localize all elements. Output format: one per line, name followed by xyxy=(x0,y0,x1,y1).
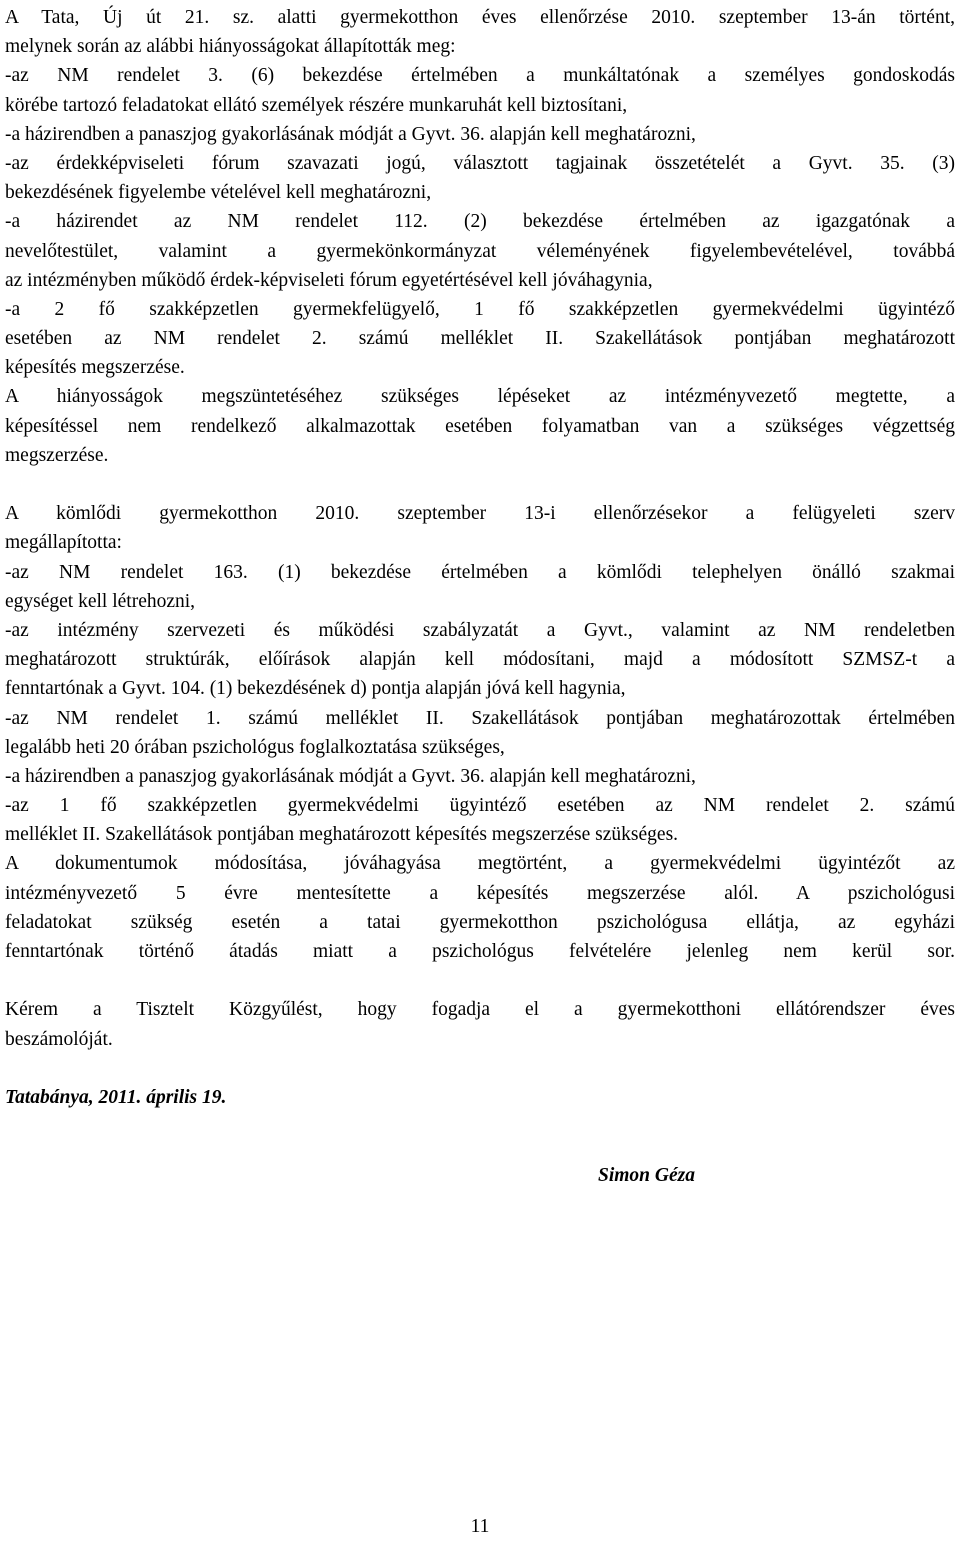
paragraph-komlod-inspection xyxy=(5,499,955,849)
text-line: fenntartónak történő átadás miatt a pszichológus felvételére jelenleg nem kerül sor. xyxy=(5,941,955,962)
text-line: -a házirendben a panaszjog gyakorlásának módját a Gyvt. 36. alapján kell meghatározni, xyxy=(5,765,696,787)
text-line: -a házirendben a panaszjog gyakorlásának módját a Gyvt. 36. alapján kell meghatározni, xyxy=(5,123,696,145)
paragraph-spacer xyxy=(5,470,955,499)
text-line: -az érdekképviseleti fórum szavazati jogú, választott tagjainak összetételét a Gyvt. 35. (3) xyxy=(5,152,955,174)
text-line: meghatározott struktúrák, előírások alapján kell módosítani, majd a módosított SZMSZ-t a xyxy=(5,649,955,671)
text-line: A kömlődi gyermekotthon 2010. szeptember 13-i ellenőrzésekor a felügyeleti szerv xyxy=(5,503,955,525)
text-line: fenntartónak a Gyvt. 104. (1) bekezdésének d) pontja alapján jóvá kell hagynia, xyxy=(5,678,626,700)
document-page xyxy=(5,3,955,1112)
paragraph-spacer xyxy=(5,966,955,995)
text-line: -az NM rendelet 3. (6) bekezdése értelmében a munkáltatónak a személyes gondoskodás xyxy=(5,65,955,87)
text-line: melynek során az alábbi hiányosságokat állapították meg: xyxy=(5,36,456,58)
text-line: -a 2 fő szakképzetlen gyermekfelügyelő, 1 fő szakképzetlen gyermekvédelmi ügyintéző xyxy=(5,298,955,320)
text-line: melléklet II. Szakellátások pontjában meghatározott képesítés megszerzése szükséges. xyxy=(5,824,679,846)
date-line: Tatabánya, 2011. április 19. xyxy=(5,1086,227,1108)
text-line: megállapította: xyxy=(5,532,122,554)
text-line: -az NM rendelet 163. (1) bekezdése értelmében a kömlődi telephelyen önálló szakmai xyxy=(5,561,955,583)
text-line: képesítés megszerzése. xyxy=(5,357,185,379)
signature-name: Simon Géza xyxy=(598,1165,695,1186)
page-number: 11 xyxy=(470,1516,490,1537)
paragraph-tata-inspection xyxy=(5,3,955,382)
text-line: esetében az NM rendelet 2. számú melléklet II. Szakellátások pontjában meghatározott xyxy=(5,328,955,350)
text-line: intézményvezető 5 évre mentesítette a képesítés megszerzése alól. A pszichológusi xyxy=(5,882,955,904)
paragraph-documents-modified xyxy=(5,849,955,966)
text-line: feladatokat szükség esetén a tatai gyermekotthon pszichológusa ellátja, az egyházi xyxy=(5,911,955,933)
text-line: legalább heti 20 órában pszichológus foglalkoztatása szükséges, xyxy=(5,736,505,758)
text-line: A Tata, Új út 21. sz. alatti gyermekotthon éves ellenőrzése 2010. szeptember 13-án történt, xyxy=(5,7,955,28)
text-line: A hiányosságok megszüntetéséhez szükséges lépéseket az intézményvezető megtette, a xyxy=(5,386,955,408)
paragraph-request xyxy=(5,995,955,1053)
text-line: körébe tartozó feladatokat ellátó személyek részére munkaruhát kell biztosítani, xyxy=(5,94,628,116)
text-line: beszámolóját. xyxy=(5,1028,113,1050)
text-line: az intézményben működő érdek-képviseleti fórum egyetértésével kell jóváhagynia, xyxy=(5,269,653,291)
text-line: A dokumentumok módosítása, jóváhagyása megtörtént, a gyermekvédelmi ügyintézőt az xyxy=(5,853,955,875)
text-line: Kérem a Tisztelt Közgyűlést, hogy fogadja el a gyermekotthoni ellátórendszer éves xyxy=(5,999,955,1021)
text-line: -a házirendet az NM rendelet 112. (2) bekezdése értelmében az igazgatónak a xyxy=(5,211,955,233)
text-line: egységet kell létrehozni, xyxy=(5,590,196,612)
text-line: képesítéssel nem rendelkező alkalmazottak esetében folyamatban van a szükséges végzettség xyxy=(5,415,955,437)
text-line: nevelőtestület, valamint a gyermekönkormányzat véleményének figyelembevételével, továbbá xyxy=(5,240,955,262)
text-line: -az intézmény szervezeti és működési szabályzatát a Gyvt., valamint az NM rendeletben xyxy=(5,619,955,641)
paragraph-spacer xyxy=(5,1054,955,1083)
text-line: -az 1 fő szakképzetlen gyermekvédelmi ügyintéző esetében az NM rendelet 2. számú xyxy=(5,795,955,817)
text-line: -az NM rendelet 1. számú melléklet II. Szakellátások pontjában meghatározottak értelmében xyxy=(5,707,955,729)
paragraph-remediation xyxy=(5,382,955,470)
text-line: bekezdésének figyelembe vételével kell meghatározni, xyxy=(5,182,432,204)
text-line: megszerzése. xyxy=(5,444,109,466)
